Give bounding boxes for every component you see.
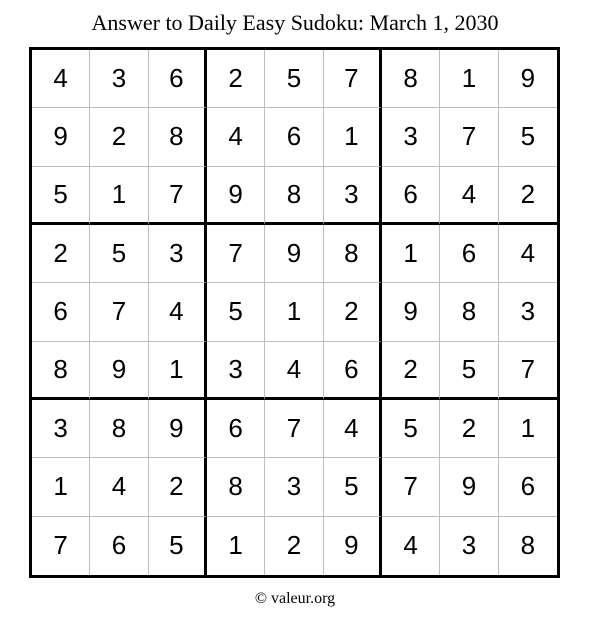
sudoku-cell-r1-c4: 2 [207, 50, 265, 108]
sudoku-cell-r2-c4: 4 [207, 108, 265, 166]
sudoku-cell-r1-c9: 9 [499, 50, 557, 108]
sudoku-cell-r9-c7: 4 [382, 517, 440, 575]
sudoku-cell-r4-c8: 6 [440, 225, 498, 283]
sudoku-cell-r2-c8: 7 [440, 108, 498, 166]
sudoku-cell-r3-c3: 7 [149, 167, 207, 225]
sudoku-cell-r3-c2: 1 [90, 167, 148, 225]
sudoku-cell-r5-c2: 7 [90, 283, 148, 341]
sudoku-cell-r4-c9: 4 [499, 225, 557, 283]
sudoku-cell-r6-c5: 4 [265, 342, 323, 400]
sudoku-cell-r7-c1: 3 [32, 400, 90, 458]
sudoku-cell-r6-c7: 2 [382, 342, 440, 400]
sudoku-cell-r1-c3: 6 [149, 50, 207, 108]
sudoku-cell-r7-c9: 1 [499, 400, 557, 458]
sudoku-cell-r7-c6: 4 [324, 400, 382, 458]
sudoku-cell-r7-c4: 6 [207, 400, 265, 458]
sudoku-cell-r5-c8: 8 [440, 283, 498, 341]
sudoku-cell-r3-c4: 9 [207, 167, 265, 225]
sudoku-cell-r3-c9: 2 [499, 167, 557, 225]
sudoku-cell-r4-c1: 2 [32, 225, 90, 283]
sudoku-cell-r5-c7: 9 [382, 283, 440, 341]
sudoku-cell-r8-c3: 2 [149, 458, 207, 516]
sudoku-cell-r9-c1: 7 [32, 517, 90, 575]
sudoku-cell-r8-c7: 7 [382, 458, 440, 516]
sudoku-cell-r5-c9: 3 [499, 283, 557, 341]
sudoku-cell-r1-c2: 3 [90, 50, 148, 108]
sudoku-cell-r2-c2: 2 [90, 108, 148, 166]
sudoku-cell-r2-c1: 9 [32, 108, 90, 166]
sudoku-board [29, 47, 560, 578]
sudoku-cell-r2-c5: 6 [265, 108, 323, 166]
sudoku-cell-r6-c6: 6 [324, 342, 382, 400]
sudoku-cell-r9-c3: 5 [149, 517, 207, 575]
sudoku-cell-r6-c1: 8 [32, 342, 90, 400]
sudoku-cell-r8-c1: 1 [32, 458, 90, 516]
sudoku-cell-r7-c2: 8 [90, 400, 148, 458]
sudoku-cell-r4-c7: 1 [382, 225, 440, 283]
sudoku-cell-r3-c1: 5 [32, 167, 90, 225]
sudoku-cell-r8-c8: 9 [440, 458, 498, 516]
sudoku-cell-r8-c4: 8 [207, 458, 265, 516]
sudoku-cell-r8-c5: 3 [265, 458, 323, 516]
sudoku-cell-r2-c3: 8 [149, 108, 207, 166]
sudoku-cell-r5-c4: 5 [207, 283, 265, 341]
sudoku-cell-r1-c8: 1 [440, 50, 498, 108]
sudoku-cell-r8-c2: 4 [90, 458, 148, 516]
sudoku-cell-r4-c3: 3 [149, 225, 207, 283]
sudoku-cell-r6-c8: 5 [440, 342, 498, 400]
sudoku-cell-r4-c4: 7 [207, 225, 265, 283]
sudoku-cell-r3-c7: 6 [382, 167, 440, 225]
sudoku-cell-r4-c5: 9 [265, 225, 323, 283]
sudoku-cell-r3-c8: 4 [440, 167, 498, 225]
sudoku-cell-r7-c8: 2 [440, 400, 498, 458]
sudoku-cell-r5-c1: 6 [32, 283, 90, 341]
sudoku-cell-r9-c6: 9 [324, 517, 382, 575]
sudoku-cell-r4-c6: 8 [324, 225, 382, 283]
sudoku-cell-r1-c5: 5 [265, 50, 323, 108]
sudoku-cell-r8-c9: 6 [499, 458, 557, 516]
sudoku-cell-r9-c8: 3 [440, 517, 498, 575]
sudoku-cell-r8-c6: 5 [324, 458, 382, 516]
sudoku-cell-r7-c3: 9 [149, 400, 207, 458]
sudoku-cell-r9-c2: 6 [90, 517, 148, 575]
sudoku-cell-r6-c2: 9 [90, 342, 148, 400]
sudoku-cell-r9-c9: 8 [520, 530, 536, 561]
sudoku-cell-r9-c5: 2 [265, 517, 323, 575]
copyright-footer: © valeur.org [254, 590, 336, 607]
sudoku-cell-r5-c6: 2 [324, 283, 382, 341]
sudoku-cell-r7-c7: 5 [382, 400, 440, 458]
sudoku-cell-r1-c7: 8 [382, 50, 440, 108]
sudoku-cell-r2-c9: 5 [499, 108, 557, 166]
sudoku-cell-r5-c3: 4 [149, 283, 207, 341]
sudoku-cell-r7-c5: 7 [265, 400, 323, 458]
sudoku-cell-r9-c4: 1 [207, 517, 265, 575]
sudoku-cell-r1-c1: 4 [32, 50, 90, 108]
sudoku-cell-r3-c5: 8 [265, 167, 323, 225]
puzzle-title: Answer to Daily Easy Sudoku: March 1, 2030 [91, 10, 499, 35]
sudoku-cell-r2-c7: 3 [382, 108, 440, 166]
sudoku-cell-r2-c6: 1 [324, 108, 382, 166]
sudoku-cell-r5-c5: 1 [265, 283, 323, 341]
sudoku-cell-r4-c2: 5 [90, 225, 148, 283]
sudoku-cell-r3-c6: 3 [324, 167, 382, 225]
sudoku-cell-r6-c3: 1 [149, 342, 207, 400]
sudoku-cell-r6-c9: 7 [499, 342, 557, 400]
sudoku-cell-r1-c6: 7 [324, 50, 382, 108]
sudoku-cell-r6-c4: 3 [207, 342, 265, 400]
